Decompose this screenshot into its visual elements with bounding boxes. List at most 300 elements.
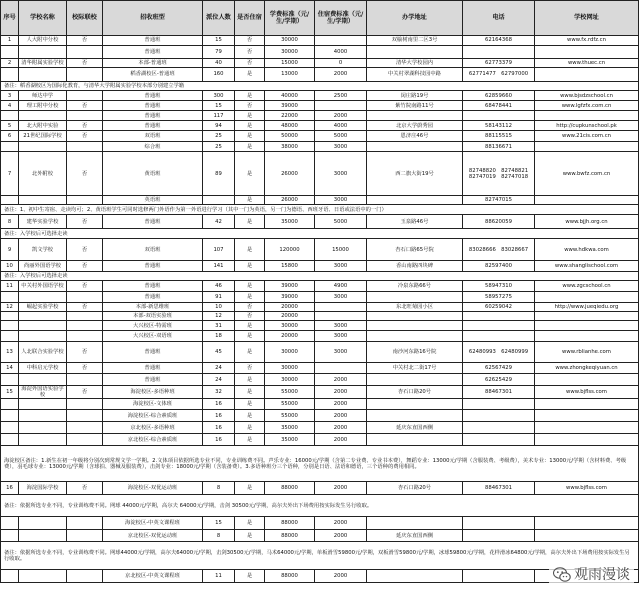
phone-number: [463, 312, 535, 321]
note-text: 备注：入学校后可选择走读: [1, 229, 639, 239]
school-name: 人北联合实验学校: [19, 342, 67, 363]
school-address: 北京大学蔚秀园: [367, 121, 463, 131]
school-name: [19, 517, 67, 530]
allocation-count: 15: [203, 36, 235, 46]
school-name: 人大附中分校: [19, 36, 67, 46]
school-name: 尚丽外国语学校: [19, 261, 67, 272]
table-row: [1, 530, 639, 542]
column-header: 派位人数: [203, 1, 235, 36]
phone-number: [463, 434, 535, 446]
union-flag: 否: [67, 36, 103, 46]
boarding-fee: 3000: [315, 342, 367, 363]
boarding-fee: 5000: [315, 215, 367, 229]
boarding-fee: 3000: [315, 261, 367, 272]
table-row: [1, 196, 639, 205]
class-type: 英语班: [103, 196, 203, 205]
school-website[interactable]: [535, 331, 639, 342]
class-type: 本部-新思维班: [103, 303, 203, 312]
boarding-flag: 是: [235, 121, 265, 131]
school-website[interactable]: [535, 434, 639, 446]
boarding-flag: 是: [235, 261, 265, 272]
tuition-fee: 35000: [265, 434, 315, 446]
school-website[interactable]: [535, 68, 639, 82]
school-address: 西二旗大街19号: [367, 152, 463, 196]
note-row: [1, 205, 639, 215]
row-number: 4: [1, 101, 19, 111]
allocation-count: 8: [203, 530, 235, 542]
school-website[interactable]: www.shanglischool.com: [535, 261, 639, 272]
phone-number: [463, 399, 535, 410]
school-address: 杏石口路20号: [367, 386, 463, 399]
row-number: 15: [1, 386, 19, 399]
table-row: [1, 152, 639, 196]
boarding-flag: 是: [235, 152, 265, 196]
boarding-flag: 否: [235, 36, 265, 46]
boarding-fee: 2000: [315, 517, 367, 530]
school-website[interactable]: [535, 142, 639, 152]
union-flag: 否: [67, 152, 103, 196]
row-number: [1, 68, 19, 82]
school-name: 师达中学: [19, 91, 67, 101]
phone-number: [463, 321, 535, 331]
school-website[interactable]: www.zgcschool.cn: [535, 281, 639, 292]
school-address: [367, 111, 463, 121]
boarding-fee: 2000: [315, 386, 367, 399]
union-flag: [67, 142, 103, 152]
table-row: [1, 303, 639, 312]
row-number: 5: [1, 121, 19, 131]
boarding-flag: 否: [235, 46, 265, 59]
school-website[interactable]: [535, 410, 639, 422]
boarding-fee: 4900: [315, 281, 367, 292]
tuition-fee: 35000: [265, 422, 315, 434]
school-address: 中关村翠湖科技园中路: [367, 68, 463, 82]
table-row: [1, 91, 639, 101]
class-type: 普通班: [103, 111, 203, 121]
boarding-fee: 3000: [315, 196, 367, 205]
phone-number: 62773379: [463, 59, 535, 68]
allocation-count: 42: [203, 215, 235, 229]
column-header: 学校网址: [535, 1, 639, 36]
boarding-fee: 4000: [315, 121, 367, 131]
school-address: [367, 570, 463, 583]
allocation-count: [203, 196, 235, 205]
column-header: 招收班型: [103, 1, 203, 36]
school-website[interactable]: www.zhongkeqiyuan.cn: [535, 363, 639, 374]
phone-number: 62859660: [463, 91, 535, 101]
class-type: 海淀校区-多语种班: [103, 386, 203, 399]
table-row: [1, 36, 639, 46]
table-row: [1, 422, 639, 434]
tuition-fee: 22000: [265, 111, 315, 121]
tuition-fee: 26000: [265, 196, 315, 205]
row-number: [1, 570, 19, 583]
school-website[interactable]: [535, 321, 639, 331]
table-row: [1, 101, 639, 111]
union-flag: [67, 196, 103, 205]
table-row: [1, 292, 639, 303]
row-number: [1, 410, 19, 422]
table-row: [1, 142, 639, 152]
phone-number: 88467301: [463, 482, 535, 495]
school-address: 双榆树南里二区3号: [367, 36, 463, 46]
school-website[interactable]: www.21cis.com.cn: [535, 131, 639, 142]
school-name: [19, 374, 67, 386]
tuition-fee: 120000: [265, 239, 315, 261]
boarding-fee: 2000: [315, 530, 367, 542]
school-website[interactable]: [535, 292, 639, 303]
allocation-count: 16: [203, 410, 235, 422]
table-row: [1, 46, 639, 59]
school-address: 冷泉东路66号: [367, 281, 463, 292]
allocation-count: 15: [203, 101, 235, 111]
class-type: 双语班: [103, 131, 203, 142]
school-address: [367, 46, 463, 59]
class-type: 普通班: [103, 363, 203, 374]
boarding-flag: 是: [235, 517, 265, 530]
class-type: 大兴校区-双语班: [103, 331, 203, 342]
row-number: 14: [1, 363, 19, 374]
row-number: 11: [1, 281, 19, 292]
class-type: 黄语班: [103, 152, 203, 196]
school-name: 崛起实验学校: [19, 303, 67, 312]
union-flag: [67, 321, 103, 331]
school-name: 清华附属实验学校: [19, 59, 67, 68]
tuition-fee: 20000: [265, 331, 315, 342]
boarding-flag: 是: [235, 215, 265, 229]
school-website[interactable]: [535, 196, 639, 205]
phone-number: 68478441: [463, 101, 535, 111]
school-website[interactable]: [535, 312, 639, 321]
boarding-flag: 是: [235, 239, 265, 261]
school-website[interactable]: www.bjjh.org.cn: [535, 215, 639, 229]
school-website[interactable]: [535, 399, 639, 410]
allocation-count: 40: [203, 59, 235, 68]
boarding-flag: 是: [235, 374, 265, 386]
row-number: 16: [1, 482, 19, 495]
union-flag: 否: [67, 239, 103, 261]
class-type: 海淀校区-文体班: [103, 399, 203, 410]
class-type: 本部-普通班: [103, 59, 203, 68]
row-number: [1, 321, 19, 331]
phone-number: 82597400: [463, 261, 535, 272]
union-flag: 否: [67, 215, 103, 229]
phone-number: [463, 331, 535, 342]
school-name: 北大附中实验: [19, 121, 67, 131]
allocation-count: 117: [203, 111, 235, 121]
allocation-count: 45: [203, 342, 235, 363]
school-name: 海淀外国语实验学校: [19, 386, 67, 399]
boarding-flag: 是: [235, 331, 265, 342]
union-flag: [67, 46, 103, 59]
allocation-count: 91: [203, 292, 235, 303]
phone-number: 82748820 82748821 82747019 82747018: [463, 152, 535, 196]
column-header: 办学地址: [367, 1, 463, 36]
school-website[interactable]: www.lgfzfx.com.cn: [535, 101, 639, 111]
school-website[interactable]: [535, 517, 639, 530]
phone-number: 58957275: [463, 292, 535, 303]
note-row: [1, 82, 639, 91]
table-row: [1, 281, 639, 292]
phone-number: 62567429: [463, 363, 535, 374]
school-website[interactable]: www.bjflss.com: [535, 386, 639, 399]
phone-number: 88467301: [463, 386, 535, 399]
row-number: 3: [1, 91, 19, 101]
table-row: [1, 374, 639, 386]
class-type: 普通班: [103, 91, 203, 101]
school-name: [19, 434, 67, 446]
class-type: 大兴校区-特需班: [103, 321, 203, 331]
union-flag: [67, 111, 103, 121]
school-name: 理工附中分校: [19, 101, 67, 111]
school-website[interactable]: www.fx.rdfz.cn: [535, 36, 639, 46]
school-website[interactable]: www.thuec.cn: [535, 59, 639, 68]
boarding-fee: 0: [315, 59, 367, 68]
boarding-flag: 是: [235, 321, 265, 331]
phone-number: [463, 46, 535, 59]
tuition-fee: 30000: [265, 363, 315, 374]
row-number: [1, 292, 19, 303]
school-website[interactable]: [535, 46, 639, 59]
tuition-fee: 50000: [265, 131, 315, 142]
school-address: 清华大学校园内: [367, 59, 463, 68]
tuition-fee: 55000: [265, 399, 315, 410]
boarding-fee: [315, 312, 367, 321]
school-name: [19, 530, 67, 542]
boarding-fee: 2000: [315, 422, 367, 434]
class-type: 普通班: [103, 101, 203, 111]
tuition-fee: 30000: [265, 321, 315, 331]
table-row: [1, 570, 639, 583]
union-flag: 否: [67, 342, 103, 363]
school-website[interactable]: http://www.jueqiedu.org: [535, 303, 639, 312]
row-number: 12: [1, 303, 19, 312]
allocation-count: 11: [203, 570, 235, 583]
row-number: [1, 374, 19, 386]
school-address: [367, 331, 463, 342]
school-address: 紫竹院南路11号: [367, 101, 463, 111]
school-address: 延庆东直国西侧: [367, 422, 463, 434]
boarding-flag: 否: [235, 363, 265, 374]
union-flag: [67, 422, 103, 434]
boarding-fee: 3000: [315, 142, 367, 152]
boarding-flag: 是: [235, 422, 265, 434]
tuition-fee: 20000: [265, 303, 315, 312]
school-address: [367, 517, 463, 530]
table-row: [1, 517, 639, 530]
boarding-flag: 否: [235, 101, 265, 111]
tuition-fee: 88000: [265, 570, 315, 583]
school-website[interactable]: www.bjflss.com: [535, 482, 639, 495]
boarding-flag: 是: [235, 570, 265, 583]
union-flag: 否: [67, 482, 103, 495]
school-website[interactable]: http://cupkunschool.pk: [535, 121, 639, 131]
school-address: 香山南路四块碑: [367, 261, 463, 272]
allocation-count: 16: [203, 399, 235, 410]
boarding-flag: 是: [235, 342, 265, 363]
class-type: 普通班: [103, 46, 203, 59]
allocation-count: 300: [203, 91, 235, 101]
column-header: 序号: [1, 1, 19, 36]
school-address: [367, 399, 463, 410]
allocation-count: 15: [203, 517, 235, 530]
table-row: [1, 363, 639, 374]
wechat-icon: [553, 567, 571, 582]
school-name: [19, 331, 67, 342]
class-type: 普通班: [103, 374, 203, 386]
table-row: [1, 131, 639, 142]
column-header: 校际联校: [67, 1, 103, 36]
tuition-fee: 48000: [265, 121, 315, 131]
row-number: 9: [1, 239, 19, 261]
allocation-count: 8: [203, 482, 235, 495]
table-row: [1, 342, 639, 363]
school-address: [367, 142, 463, 152]
boarding-fee: 2000: [315, 482, 367, 495]
allocation-count: 10: [203, 303, 235, 312]
school-website[interactable]: www.rblianhe.com: [535, 342, 639, 363]
school-address: 杏石口路65号院: [367, 239, 463, 261]
phone-number: 58947310: [463, 281, 535, 292]
boarding-flag: 是: [235, 410, 265, 422]
union-flag: 否: [67, 303, 103, 312]
row-number: 8: [1, 215, 19, 229]
boarding-fee: [315, 101, 367, 111]
row-number: [1, 312, 19, 321]
phone-number: 62164368: [463, 36, 535, 46]
school-address: [367, 312, 463, 321]
school-name: [19, 68, 67, 82]
note-text: 备注：依据所选专业不同，专业训练费不同。网球44000元/学期，高尔夫64000元/学期，击剑30500元/学期，马术64000元/学期，单板滑雪59800元/学期，双板滑雪59800元/学期，冰球59800元/学期，花样滑冰64800元/学期，高尔夫外出下场费用按实际发生另行收取。: [1, 542, 639, 570]
phone-number: 58143112: [463, 121, 535, 131]
union-flag: [67, 434, 103, 446]
school-address: [367, 321, 463, 331]
school-website[interactable]: [535, 422, 639, 434]
school-name: [19, 292, 67, 303]
boarding-flag: 是: [235, 482, 265, 495]
class-type: 双语班: [103, 239, 203, 261]
boarding-flag: 是: [235, 196, 265, 205]
school-name: [19, 312, 67, 321]
row-number: [1, 331, 19, 342]
boarding-flag: 是: [235, 434, 265, 446]
union-flag: [67, 68, 103, 82]
school-website[interactable]: www.hdkwa.com: [535, 239, 639, 261]
row-number: [1, 422, 19, 434]
school-address: 闵庄路19号: [367, 91, 463, 101]
class-type: 海淀校区-综合素质班: [103, 410, 203, 422]
boarding-flag: 否: [235, 303, 265, 312]
row-number: 1: [1, 36, 19, 46]
boarding-fee: 2000: [315, 410, 367, 422]
class-type: 京北校区-中英文课程班: [103, 570, 203, 583]
class-type: 稻香湖校区-普通班: [103, 68, 203, 82]
tuition-fee: 30000: [265, 342, 315, 363]
school-website[interactable]: [535, 530, 639, 542]
school-name: [19, 422, 67, 434]
school-address: [367, 410, 463, 422]
row-number: [1, 111, 19, 121]
school-website[interactable]: [535, 374, 639, 386]
phone-number: 83028666 83028667: [463, 239, 535, 261]
union-flag: [67, 374, 103, 386]
row-number: 13: [1, 342, 19, 363]
boarding-fee: 2000: [315, 434, 367, 446]
tuition-fee: 55000: [265, 410, 315, 422]
table-row: [1, 111, 639, 121]
allocation-count: 24: [203, 374, 235, 386]
class-type: 京北校区-综合素质班: [103, 434, 203, 446]
boarding-flag: 是: [235, 68, 265, 82]
table-row: [1, 59, 639, 68]
boarding-flag: 是: [235, 111, 265, 121]
tuition-fee: 40000: [265, 91, 315, 101]
school-name: 北外附校: [19, 152, 67, 196]
boarding-fee: 3000: [315, 321, 367, 331]
school-name: 中关村外国语学校: [19, 281, 67, 292]
class-type: 普通班: [103, 36, 203, 46]
table-row: [1, 215, 639, 229]
table-row: [1, 261, 639, 272]
tuition-fee: 20000: [265, 312, 315, 321]
watermark-text: 观雨漫谈: [574, 566, 630, 582]
school-website[interactable]: [535, 111, 639, 121]
school-name: [19, 142, 67, 152]
boarding-fee: [315, 363, 367, 374]
class-type: 本部-双语实验班: [103, 312, 203, 321]
boarding-flag: 是: [235, 386, 265, 399]
union-flag: 否: [67, 101, 103, 111]
union-flag: [67, 91, 103, 101]
tuition-fee: 30000: [265, 46, 315, 59]
note-text: 备注：稻香湖校区为国际化教育，与清华大学附属实验学校本部分别建立学籍: [1, 82, 639, 91]
allocation-count: 141: [203, 261, 235, 272]
phone-number: [463, 570, 535, 583]
table-row: [1, 386, 639, 399]
school-address: 玉泉路46号: [367, 215, 463, 229]
tuition-fee: 55000: [265, 386, 315, 399]
class-type: 普通班: [103, 215, 203, 229]
row-number: [1, 46, 19, 59]
row-number: [1, 530, 19, 542]
tuition-fee: 88000: [265, 482, 315, 495]
row-number: [1, 517, 19, 530]
table-row: [1, 410, 639, 422]
school-address: [367, 434, 463, 446]
school-address: 延庆东直国西侧: [367, 530, 463, 542]
union-flag: [67, 410, 103, 422]
school-address: 中关村北二街17号: [367, 363, 463, 374]
table-row: [1, 321, 639, 331]
note-row: [1, 229, 639, 239]
union-flag: [67, 399, 103, 410]
boarding-fee: 15000: [315, 239, 367, 261]
school-website[interactable]: www.bjsdzschool.cn: [535, 91, 639, 101]
phone-number: 60259042: [463, 303, 535, 312]
allocation-count: 25: [203, 131, 235, 142]
note-row: [1, 495, 639, 517]
boarding-fee: 3000: [315, 292, 367, 303]
union-flag: 否: [67, 131, 103, 142]
table-row: [1, 331, 639, 342]
note-row: [1, 272, 639, 281]
allocation-count: 18: [203, 331, 235, 342]
union-flag: [67, 292, 103, 303]
allocation-count: 31: [203, 321, 235, 331]
table-row: [1, 68, 639, 82]
school-website[interactable]: www.bwfz.com.cn: [535, 152, 639, 196]
table-row: [1, 399, 639, 410]
